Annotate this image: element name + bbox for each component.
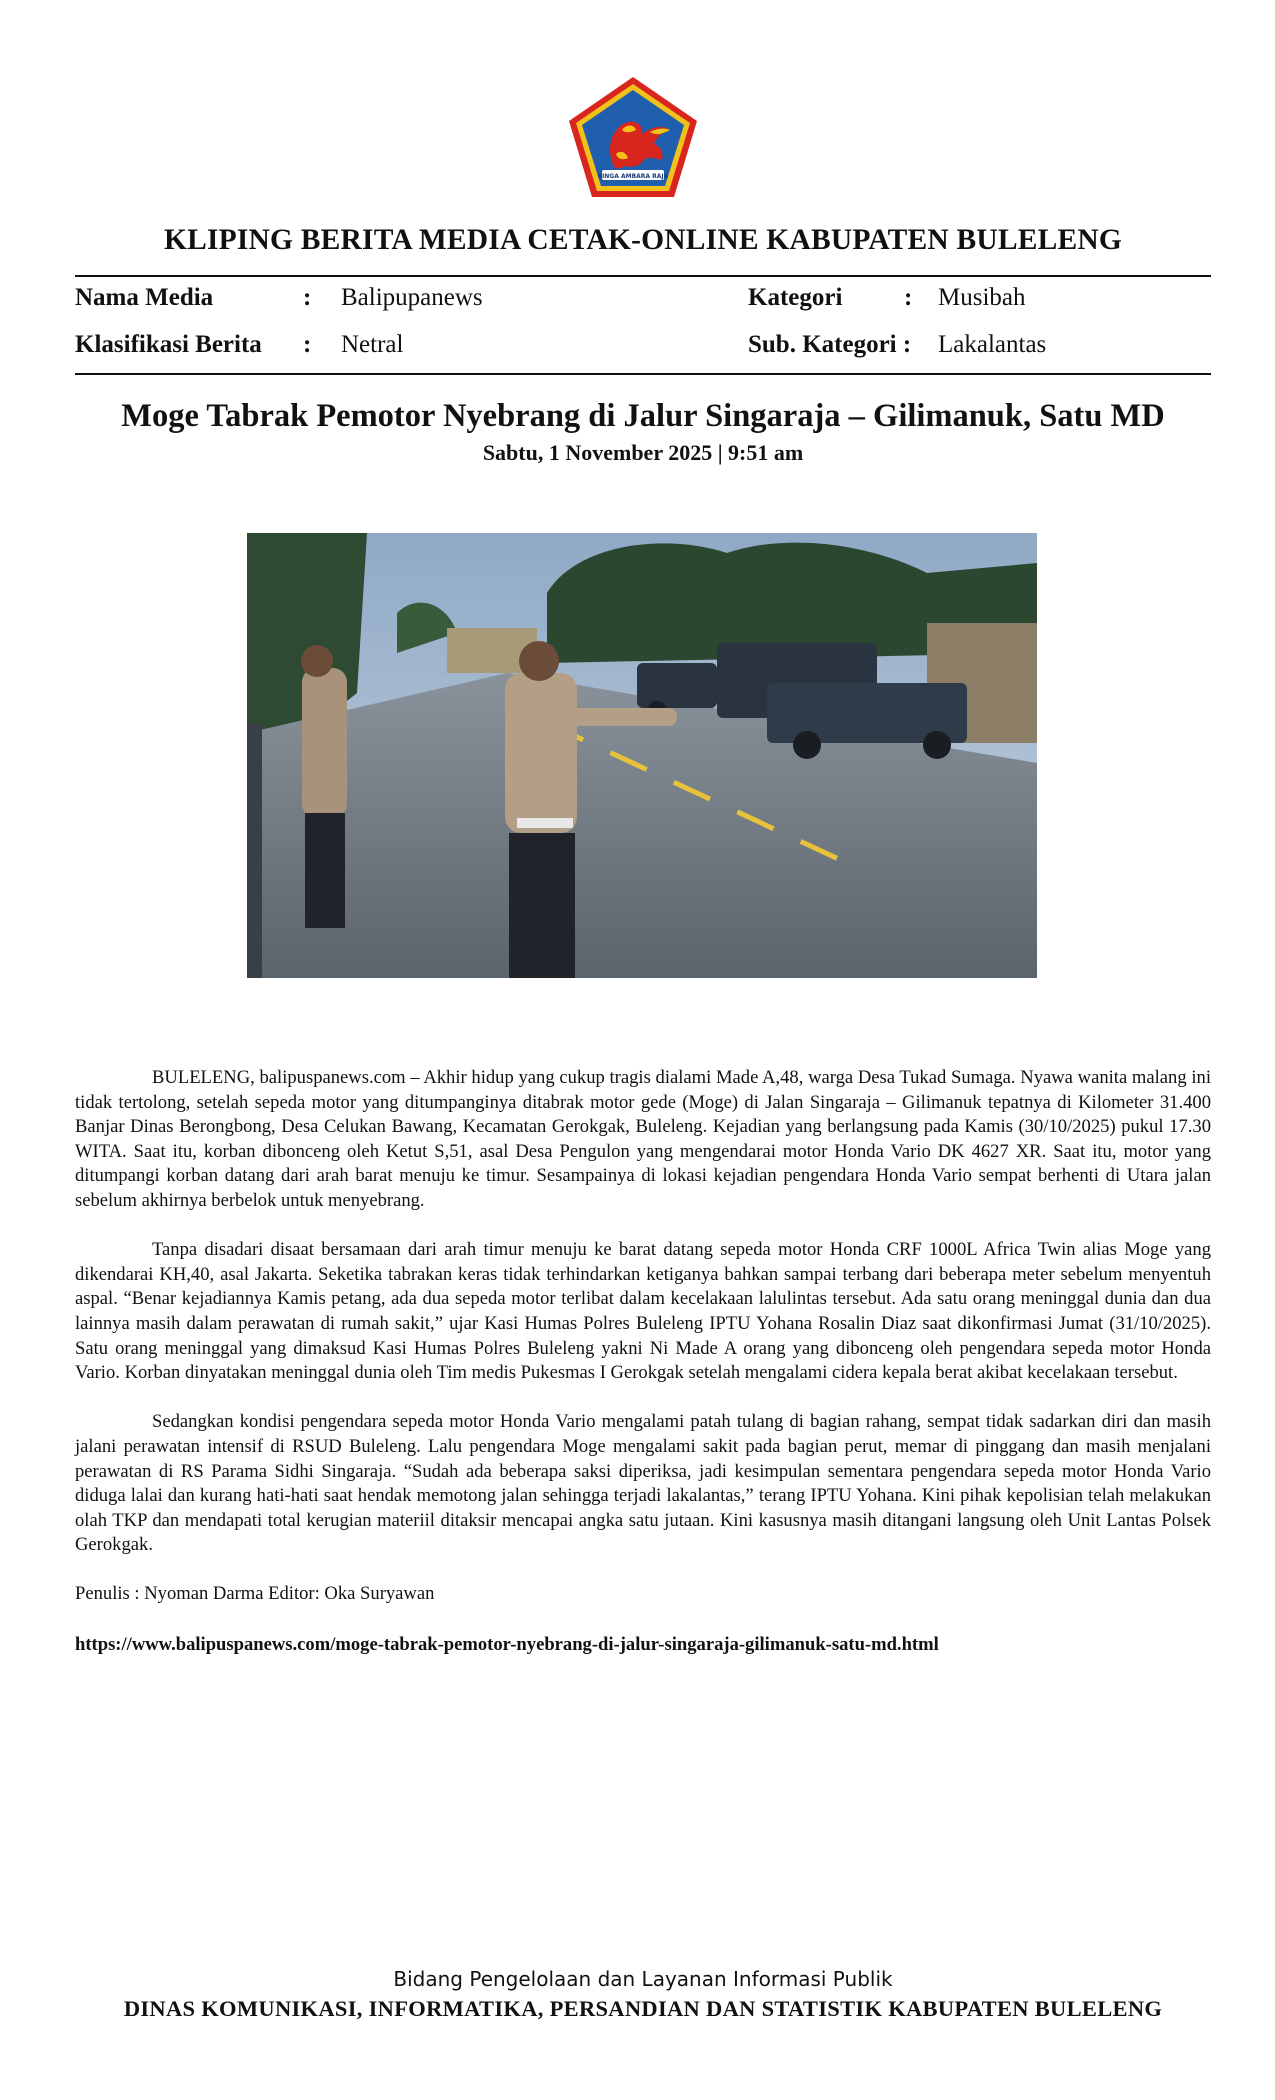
header-rule-bottom: [75, 373, 1211, 375]
article-paragraph-1: BULELENG, balipuspanews.com – Akhir hidup yang cukup tragis dialami Made A,48, warga Desa Tukad Sumaga. Nyawa wanita malang ini tidak tertolong, setelah sepeda motor yang ditumpanginya ditabrak motor gede (Moge) di Jalan Singaraja – Gilimanuk tepatnya di Kilometer 31.400 Banjar Dinas Berongbong, Desa Celukan Bawang, Kecamatan Gerokgak, Buleleng. Kejadian yang berlangsung pada Kamis (30/10/2025) pukul 17.30 WITA. Saat itu, korban dibonceng oleh Ketut S,51, asal Desa Pengulon yang mengendarai motor Honda Vario DK 4627 XR. Saat itu, motor yang ditumpangi korban datang dari arah barat menuju ke timur. Sesampainya di lokasi kejadian pengendara Honda Vario sempat berhenti di Utara jalan sebelum akhirnya berbelok untuk menyebrang.: [75, 1067, 1211, 1211]
classification-separator: :: [303, 331, 312, 358]
clipping-header-title: KLIPING BERITA MEDIA CETAK-ONLINE KABUPATEN BULELENG: [163, 224, 1123, 256]
classification-label: Klasifikasi Berita: [75, 331, 262, 358]
subcategory-value: Lakalantas: [938, 331, 1047, 358]
article-credits: Penulis : Nyoman Darma Editor: Oka Suryawan: [75, 1583, 435, 1605]
article-paragraph-3: Sedangkan kondisi pengendara sepeda motor Honda Vario mengalami patah tulang di bagian rahang, sempat tidak sadarkan diri dan masih jalani perawatan intensif di RSUD Buleleng. Lalu pengendara Moge mengalami sakit pada bagian perut, memar di pinggang dan masih menjalani perawatan di RS Parama Sidhi Singaraja. “Sudah ada beberapa saksi diperiksa, jadi kesimpulan sementara pengendara sepeda motor Honda Vario diduga lalai dan kurang hati-hati saat hendak memotong jalan sehingga terjadi lakalantas,” terang IPTU Yohana. Kini pihak kepolisian telah melakukan olah TKP dan mendapati total kerugian materiil ditaksir mencapai angka satu jutaan. Kini kasusnya masih ditangani langsung oleh Unit Lantas Polsek Gerokgak.: [75, 1411, 1211, 1556]
article-date: Sabtu, 1 November 2025 | 9:51 am: [482, 440, 804, 465]
classification-value: Netral: [341, 331, 404, 358]
header-rule-top: [75, 275, 1211, 277]
media-label: Nama Media: [75, 284, 214, 311]
footer-division: Bidang Pengelolaan dan Layanan Informasi Publik: [393, 1967, 893, 1991]
category-separator: :: [904, 284, 913, 311]
meta-row-classification: [75, 331, 1211, 367]
meta-row-media: [75, 284, 1211, 320]
article-paragraph-2: Tanpa disadari disaat bersamaan dari arah timur menuju ke barat datang sepeda motor Honda CRF 1000L Africa Twin alias Moge yang dikendarai KH,40, asal Jakarta. Seketika tabrakan keras tidak terhindarkan ketiganya bahkan sampai terbang dari beberapa meter sebelum menyentuh aspal. “Benar kejadiannya Kamis petang, ada dua sepeda motor terlibat dalam kecelakaan lalulintas tersebut. Ada satu orang meninggal dunia dan dua lainnya masih dalam perawatan di rumah sakit,” ujar Kasi Humas Polres Buleleng IPTU Yohana Rosalin Diaz saat dikonfirmasi Jumat (31/10/2025). Satu orang meninggal yang dimaksud Kasi Humas Polres Buleleng yakni Ni Made A orang yang dibonceng oleh pengendara sepeda motor Honda Vario. Korban dinyatakan meninggal dunia oleh Tim medis Pukesmas I Gerokgak setelah mengalami cidera kepala berat akibat kecelakaan tersebut.: [75, 1239, 1211, 1384]
crest-motto: SINGA AMBARA RAJA: [597, 173, 669, 180]
category-label: Kategori: [748, 284, 843, 311]
media-value: Balipupanews: [341, 284, 483, 311]
article-title: Moge Tabrak Pemotor Nyebrang di Jalur Singaraja – Gilimanuk, Satu MD: [121, 398, 1165, 434]
regency-crest-icon: [566, 74, 700, 200]
source-url-link[interactable]: https://www.balipuspanews.com/moge-tabrak-pemotor-nyebrang-di-jalur-singaraja-gilimanuk-satu-md.html: [75, 1634, 939, 1656]
footer-agency: DINAS KOMUNIKASI, INFORMATIKA, PERSANDIAN DAN STATISTIK KABUPATEN BULELENG: [123, 1996, 1163, 2021]
media-separator: :: [303, 284, 312, 311]
article-body: [75, 1066, 1211, 1658]
subcategory-label: Sub. Kategori :: [748, 331, 912, 358]
category-value: Musibah: [938, 284, 1026, 311]
accident-scene-photo: [247, 533, 1037, 978]
